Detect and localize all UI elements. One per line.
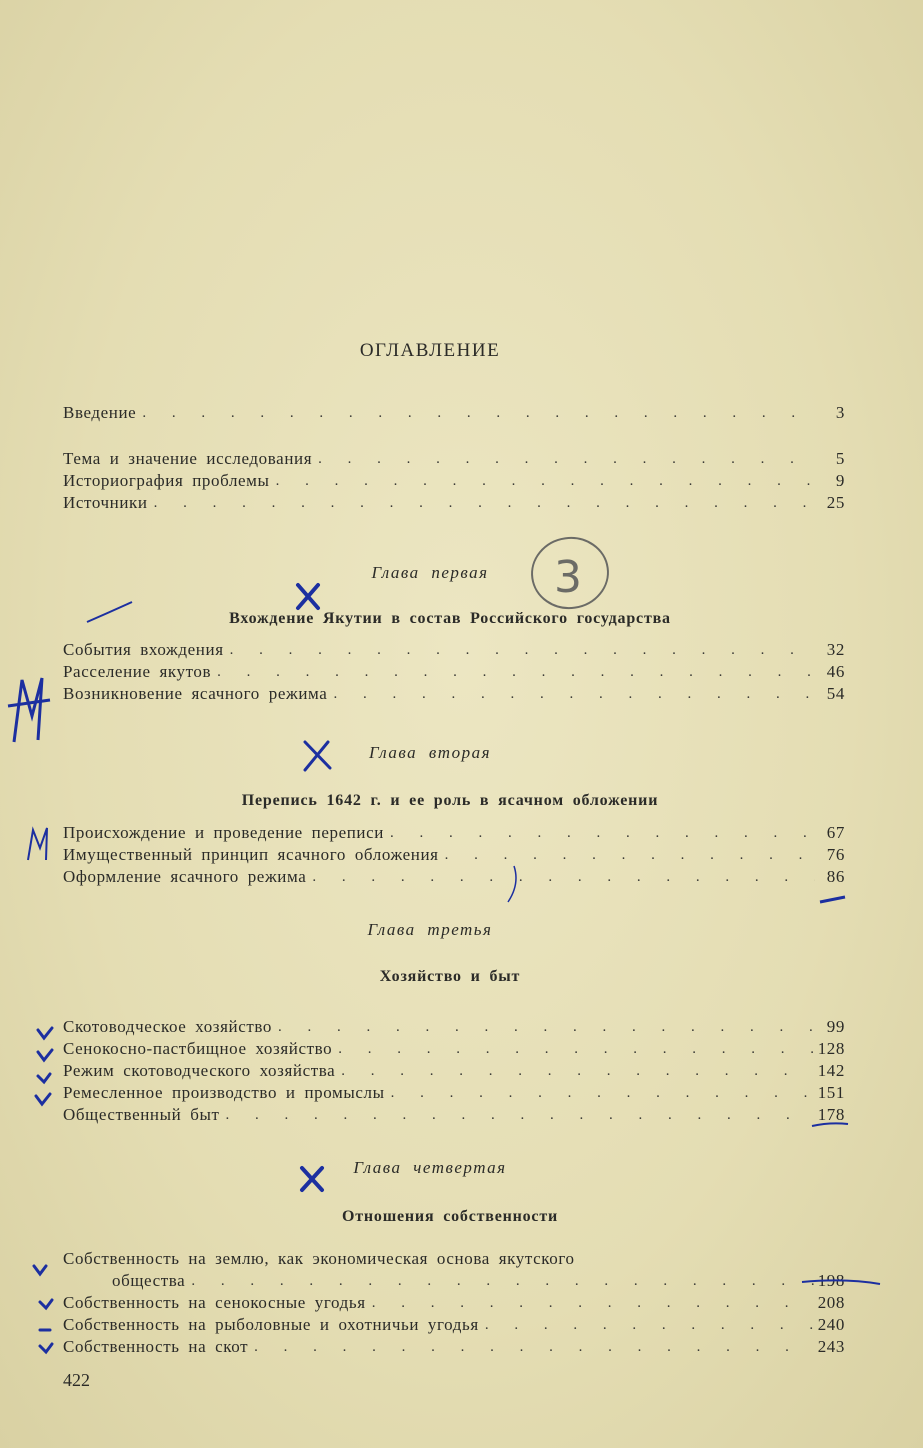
dot-leader (226, 1104, 814, 1126)
toc-entry-label: Собственность на скот (63, 1337, 249, 1356)
dot-leader (318, 448, 815, 470)
toc-entry (63, 822, 845, 844)
toc-entry (63, 844, 845, 866)
toc-entry-label: Собственность на сенокосные угодья (63, 1293, 366, 1312)
toc-entry-label: Режим скотоводческого хозяйства (63, 1061, 336, 1080)
toc-entry-page: 240 (817, 1315, 845, 1334)
tick-marks (36, 1028, 52, 1104)
circled-number: 3 (554, 552, 582, 603)
toc-entry-page: 25 (826, 493, 845, 512)
dot-leader (230, 639, 815, 661)
toc-entry-line1: Собственность на землю, как экономическая основа якутского (63, 1249, 575, 1268)
toc-entry-page: 151 (817, 1083, 845, 1102)
toc-entry (63, 1082, 845, 1104)
dot-leader (191, 1270, 813, 1292)
toc-entry-label: Оформление ясачного режима (63, 867, 307, 886)
toc-entry-page: 86 (826, 867, 845, 886)
toc-entry-label: Тема и значение исследования (63, 449, 313, 468)
toc-entry-page: 76 (826, 845, 845, 864)
toc-entry (112, 1270, 845, 1292)
toc-entry-label: События вхождения (63, 640, 224, 659)
toc-entry-page: 243 (817, 1337, 845, 1356)
dot-leader (254, 1336, 814, 1358)
toc-entry-label: Историография проблемы (63, 471, 270, 490)
toc-entry (63, 1104, 845, 1126)
toc-entry-page: 9 (835, 471, 845, 490)
page-number: 422 (63, 1370, 90, 1390)
toc-entry (63, 1038, 845, 1060)
toc-entry (63, 683, 845, 705)
toc-entry-page: 128 (817, 1039, 845, 1058)
tick-marks (34, 1266, 52, 1352)
toc-entry (63, 402, 845, 424)
dot-leader (276, 470, 815, 492)
toc-entry-page: 5 (835, 449, 845, 468)
toc-entry-label: Имущественный принцип ясачного обложения (63, 845, 439, 864)
dot-leader (338, 1038, 813, 1060)
dot-leader (142, 402, 815, 424)
dot-leader (278, 1016, 815, 1038)
chapter-label: Глава четвертая (353, 1158, 507, 1177)
dot-leader (372, 1292, 814, 1314)
toc-entry-label: Источники (63, 493, 148, 512)
toc-entry (63, 1314, 845, 1336)
toc-entry-page: 67 (826, 823, 845, 842)
dot-leader (485, 1314, 814, 1336)
toc-entry-label: общества (112, 1271, 186, 1290)
dot-leader (333, 683, 815, 705)
toc-entry (63, 1292, 845, 1314)
letter-m-mark (8, 678, 50, 742)
toc-entry-page: 46 (826, 662, 845, 681)
toc-entry-label: Происхождение и проведение переписи (63, 823, 384, 842)
toc-entry-page: 54 (826, 684, 845, 703)
dot-leader (217, 661, 815, 683)
toc-entry-label: Возникновение ясачного режима (63, 684, 328, 703)
chapter-label: Глава первая (371, 563, 489, 582)
chapter-heading: Перепись 1642 г. и ее роль в ясачном обложении (241, 792, 659, 809)
toc-entry (63, 661, 845, 683)
chapter-heading: Хозяйство и быт (379, 968, 521, 985)
toc-entry-page: 198 (817, 1271, 845, 1290)
cross-mark-icon (298, 585, 318, 608)
dot-leader (312, 866, 815, 888)
dot-leader (390, 822, 815, 844)
letter-m-mark (28, 828, 47, 860)
dot-leader (391, 1082, 814, 1104)
dot-leader (341, 1060, 813, 1082)
chapter-label: Глава вторая (369, 743, 491, 762)
toc-entry (63, 1016, 845, 1038)
dot-leader (445, 844, 815, 866)
toc-entry-page: 178 (817, 1105, 845, 1124)
toc-entry-label: Расселение якутов (63, 662, 212, 681)
chapter-heading: Вхождение Якутии в состав Российского государства (229, 610, 671, 627)
toc-entry-page: 32 (826, 640, 845, 659)
dot-leader (154, 492, 815, 514)
chapter-label: Глава третья (367, 920, 493, 939)
ink-dash (820, 897, 845, 902)
toc-entry-page: 208 (817, 1293, 845, 1312)
toc-entry (63, 448, 845, 470)
toc-entry-label: Общественный быт (63, 1105, 220, 1124)
toc-entry (63, 492, 845, 514)
toc-entry (63, 1060, 845, 1082)
toc-entry-label: Введение (63, 403, 137, 422)
toc-entry (63, 639, 845, 661)
page-title: ОГЛАВЛЕНИЕ (359, 340, 501, 361)
toc-entry-page: 3 (835, 403, 845, 422)
toc-entry-label: Собственность на рыболовные и охотничьи угодья (63, 1315, 479, 1334)
toc-entry-label: Скотоводческое хозяйство (63, 1017, 273, 1036)
toc-entry (63, 470, 845, 492)
toc-entry (63, 866, 845, 888)
toc-entry-page: 142 (817, 1061, 845, 1080)
toc-entry-label: Ремесленное производство и промыслы (63, 1083, 385, 1102)
toc-entry (63, 1336, 845, 1358)
toc-entry-page: 99 (826, 1017, 845, 1036)
toc-entry-label: Сенокосно-пастбищное хозяйство (63, 1039, 333, 1058)
chapter-heading: Отношения собственности (341, 1208, 559, 1225)
